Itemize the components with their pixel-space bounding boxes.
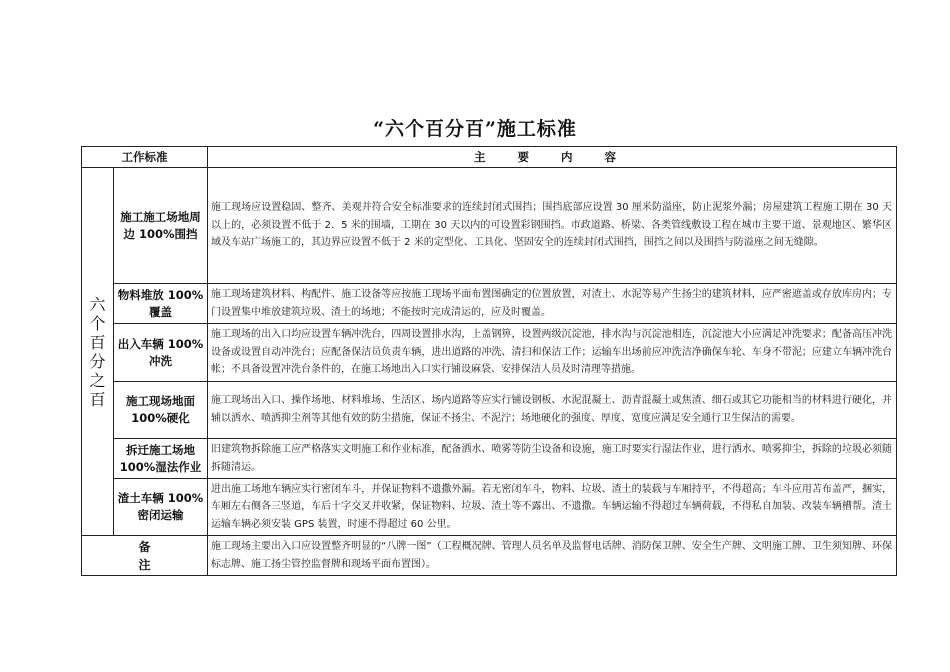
note-label [82, 536, 208, 576]
group-label-char: 百 [89, 332, 106, 352]
row-item-label: 施工现场地面 100%硬化 [114, 382, 208, 439]
row-item-label: 物料堆放 100%覆盖 [114, 284, 208, 324]
header-main-content: 主 要 内 容 [208, 147, 897, 168]
document-title: “六个百分百”施工标准 [373, 118, 577, 140]
group-label-char: 分 [89, 351, 106, 371]
row-item-label: 渣土车辆 100%密闭运输 [114, 479, 208, 536]
header-work-standard: 工作标准 [82, 147, 208, 168]
table-row [82, 382, 897, 439]
group-label [82, 168, 114, 536]
row-content: 旧建筑物拆除施工应严格落实文明施工和作业标准，配备洒水、喷雾等防尘设备和设施，施工时要实行湿法作业，进行洒水、喷雾抑尘，拆除的垃圾必须随拆随清运。 [208, 439, 897, 479]
group-label-char: 之 [89, 370, 106, 390]
table-row [82, 439, 897, 479]
table-header-row [82, 147, 897, 168]
note-label-char: 注 [138, 557, 151, 572]
row-content: 进出施工场地车辆应实行密闭车斗，并保证物料不遗撒外漏。若无密闭车斗，物料、垃圾、渣土的装载与车厢持平，不得超高；车斗应用苫布盖严，捆实，车厢左右侧各三竖道，车后十字交叉并收紧，保证物料、垃圾、渣土等不露出、不遗撒。车辆运输不得超过车辆荷载，不得私自加装、改装车辆槽帮。渣土运输车辆必须安装 GPS 装置，时速不得超过 60 公里。 [208, 479, 897, 536]
row-item-label: 出入车辆 100%冲洗 [114, 324, 208, 382]
table-row [82, 324, 897, 382]
table-row [82, 479, 897, 536]
row-item-label: 拆迁施工场地 100%湿法作业 [114, 439, 208, 479]
note-row [82, 536, 897, 576]
row-content: 施工现场应设置稳固、整齐、美观并符合安全标准要求的连续封闭式围挡；围挡底部应设置 30 厘米防溢座，防止泥浆外漏；房屋建筑工程施工期在 30 天以上的，必须设置不低于 2．5 米的围墙，工期在 30 天以内的可设置彩钢围挡。市政道路、桥梁、各类管线敷设工程在城市主要干道、景观地区、繁华区域及车站广场施工的，其边界应设置不低于 2 米的定型化、工具化、坚固安全的连续封闭式围挡，围挡之间以及围挡与防溢座之间无缝隙。 [208, 168, 897, 284]
group-label-char: 个 [89, 313, 106, 333]
note-label-char: 备 [138, 539, 151, 554]
table-row [82, 284, 897, 324]
row-content: 施工现场的出入口均应设置车辆冲洗台，四周设置排水沟，上盖钢箅，设置两级沉淀池，排水沟与沉淀池相连，沉淀池大小应满足冲洗要求；配备高压冲洗设备或设置自动冲洗台；应配备保洁员负责车辆，进出道路的冲洗、清扫和保洁工作；运输车出场前应冲洗洁净确保车轮、车身不带泥；应建立车辆冲洗台帐；不具备设置冲洗台条件的，在施工场地出入口实行铺设麻袋、安排保洁人员及时清理等措施。 [208, 324, 897, 382]
note-content: 施工现场主要出入口应设置整齐明显的“八牌一图”（工程概况牌、管理人员名单及监督电话牌、消防保卫牌、安全生产牌、文明施工牌、卫生须知牌、环保标志牌、施工扬尘管控监督牌和现场平面布置图）。 [208, 536, 897, 576]
row-content: 施工现场建筑材料、构配件、施工设备等应按施工现场平面布置图确定的位置放置，对渣土、水泥等易产生扬尘的建筑材料，应严密遮盖或存放库房内；专门设置集中堆放建筑垃圾、渣土的场地；不能按时完成清运的，应及时覆盖。 [208, 284, 897, 324]
standards-table [81, 146, 897, 576]
group-label-char: 六 [89, 294, 106, 314]
row-item-label: 施工施工场地周边 100%围挡 [114, 168, 208, 284]
row-content: 施工现场出入口、操作场地、材料堆场、生活区、场内道路等应实行铺设钢板、水泥混凝土、沥青混凝土或焦渣、细石或其它功能相当的材料进行硬化，并辅以洒水、喷洒抑尘剂等其他有效的防尘措施，保证不扬尘、不泥泞；场地硬化的强度、厚度、宽度应满足安全通行卫生保洁的需要。 [208, 382, 897, 439]
group-label-char: 百 [89, 389, 106, 409]
table-row [82, 168, 897, 284]
